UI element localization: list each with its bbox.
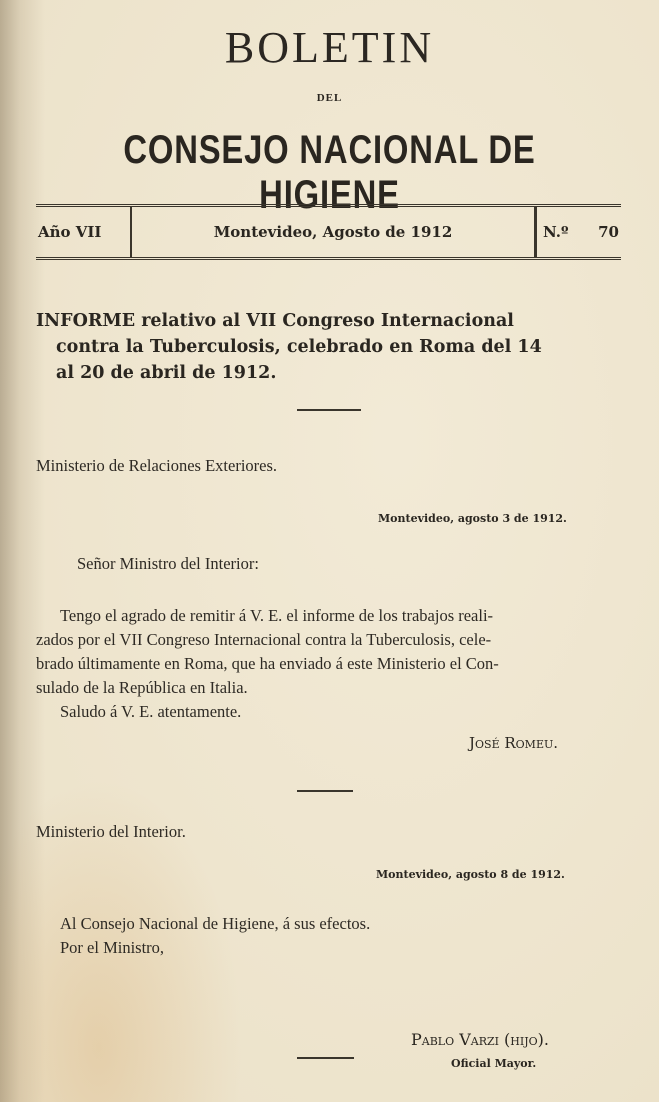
letter1-body-line: sulado de la República en Italia. bbox=[36, 678, 248, 697]
masthead-number-label: N.º bbox=[543, 223, 569, 241]
section-divider bbox=[297, 790, 353, 792]
letter1-body-line: Tengo el agrado de remitir á V. E. el informe de los trabajos reali- bbox=[60, 606, 494, 625]
article-heading-line-1 bbox=[36, 308, 621, 334]
letter1-sender: Ministerio de Relaciones Exteriores. bbox=[36, 456, 278, 475]
letter2-body-line: Por el Ministro, bbox=[60, 938, 165, 957]
letter2-body bbox=[60, 912, 580, 960]
article-heading-line-3: al 20 de abril de 1912. bbox=[56, 363, 277, 383]
letter1-closing: Saludo á V. E. atentamente. bbox=[60, 702, 242, 721]
letter1-body-line: zados por el VII Congreso Internacional contra la Tuberculosis, cele- bbox=[36, 630, 492, 649]
bulletin-title: BOLETIN bbox=[224, 23, 435, 72]
letter1-salutation: Señor Ministro del Interior: bbox=[77, 554, 259, 573]
letter2-signature-title: Oficial Mayor. bbox=[451, 1057, 537, 1070]
letter1-date: Montevideo, agosto 3 de 1912. bbox=[378, 512, 567, 525]
article-heading-bold: INFORME bbox=[36, 311, 136, 331]
article-heading-line-2: contra la Tuberculosis, celebrado en Roma del 14 bbox=[56, 337, 542, 357]
masthead-number bbox=[534, 207, 621, 257]
letter2-body-line: Al Consejo Nacional de Higiene, á sus efectos. bbox=[60, 914, 371, 933]
bulletin-connector: DEL bbox=[316, 92, 343, 104]
bulletin-subtitle: CONSEJO NACIONAL DE HIGIENE bbox=[123, 128, 536, 217]
masthead-year: Año VII bbox=[36, 207, 132, 257]
letter2-date: Montevideo, agosto 8 de 1912. bbox=[376, 868, 565, 881]
letter1-signature: José Romeu. bbox=[469, 734, 559, 752]
masthead-number-value: 70 bbox=[598, 223, 619, 241]
letter1-body bbox=[36, 604, 621, 724]
article-heading-text-1: relativo al VII Congreso Internacional bbox=[141, 311, 514, 331]
letter1-body-line: brado últimamente en Roma, que ha enviado á este Ministerio el Con- bbox=[36, 654, 499, 673]
masthead bbox=[36, 204, 621, 260]
section-divider bbox=[297, 1057, 354, 1059]
article-heading bbox=[36, 308, 621, 386]
section-divider bbox=[297, 409, 361, 411]
letter2-sender: Ministerio del Interior. bbox=[36, 822, 186, 841]
letter2-signature: Pablo Varzi (hijo). bbox=[411, 1030, 549, 1049]
masthead-place-date: Montevideo, Agosto de 1912 bbox=[213, 223, 453, 241]
